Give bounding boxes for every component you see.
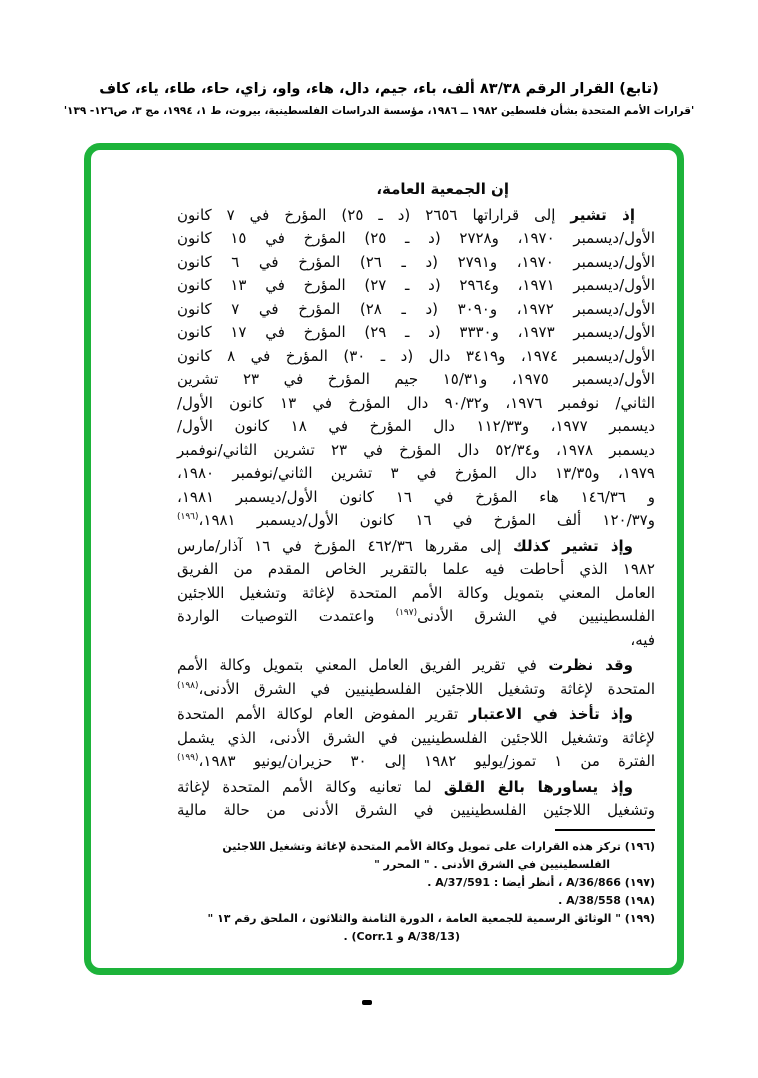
text-run: الفلسطينيين في الشرق الأدنى bbox=[417, 607, 655, 625]
text-line bbox=[177, 838, 655, 856]
text-line bbox=[177, 227, 655, 251]
text-run: فيه، bbox=[630, 630, 655, 649]
text-line bbox=[177, 799, 655, 823]
text-line bbox=[177, 874, 655, 892]
footnotes-section bbox=[177, 838, 655, 946]
text-run: (A/38/13 و Corr.1) . bbox=[343, 929, 460, 943]
text-run: الأول/ديسمبر ١٩٧٠، و٢٧٢٨ (د ـ ٢٥) المؤرخ في ١٥ كانون bbox=[177, 229, 655, 247]
text-line bbox=[177, 462, 655, 486]
text-line bbox=[177, 910, 655, 928]
paragraph-recalling-resolutions bbox=[177, 204, 655, 533]
text-line bbox=[177, 509, 655, 533]
resolution-preamble bbox=[177, 178, 655, 823]
document-frame bbox=[84, 143, 684, 975]
text-run: إلى قراراتها ٢٦٥٦ (د ـ ٢٥) المؤرخ في ٧ كانون bbox=[177, 205, 571, 224]
lead-phrase: إذ تشير bbox=[570, 205, 635, 224]
text-run: (١٩٩) " الوثائق الرسمية للجمعية العامة ، الدورة الثامنة والثلاثون ، الملحق رقم ١٣ " bbox=[207, 911, 655, 925]
text-line bbox=[177, 892, 655, 910]
text-line bbox=[177, 629, 655, 653]
text-run: وتشغيل اللاجئين الفلسطينيين في الشرق الأدنى من حالة مالية bbox=[177, 801, 655, 819]
text-line bbox=[177, 298, 655, 322]
text-line bbox=[177, 486, 655, 510]
lead-phrase: وإذ يساورها بالغ القلق bbox=[443, 777, 633, 796]
text-run: و ١٤٦/٣٦ هاء المؤرخ في ١٦ كانون الأول/ديسمبر ١٩٨١، bbox=[177, 487, 655, 506]
text-line bbox=[177, 415, 655, 439]
text-run: ١٩٨٢ الذي أحاطت فيه علما بالتقرير الخاص المقدم من الفريق bbox=[177, 560, 655, 578]
lead-phrase: إن الجمعية العامة، bbox=[376, 180, 509, 198]
text-line bbox=[177, 251, 655, 275]
text-line bbox=[177, 535, 655, 559]
text-line bbox=[177, 703, 655, 727]
text-run: الأول/ديسمبر ١٩٧٠، و٢٧٩١ (د ـ ٢٦) المؤرخ في ٦ كانون bbox=[177, 252, 655, 271]
text-line bbox=[177, 204, 655, 228]
text-line bbox=[177, 678, 655, 702]
text-run: لما تعانيه وكالة الأمم المتحدة لإغاثة bbox=[177, 777, 444, 796]
text-line bbox=[177, 727, 655, 751]
paragraph-taking-into-account-report bbox=[177, 703, 655, 774]
text-run: لإغاثة وتشغيل اللاجئين الفلسطينيين في الشرق الأدنى، الذي يشمل bbox=[177, 728, 655, 747]
text-line bbox=[177, 776, 655, 800]
text-line bbox=[177, 392, 655, 416]
footnote-ref: (١٩٦) bbox=[177, 512, 199, 522]
footnote-ref: (١٩٩) bbox=[177, 753, 199, 763]
footnote-ref: (١٩٧) bbox=[395, 608, 418, 618]
paragraph-recalling-decision-462 bbox=[177, 535, 655, 653]
text-line bbox=[177, 928, 655, 946]
source-citation: 'قرارات الأمم المتحدة بشأن فلسطين ١٩٨٢ ــ ١٩٨٦، مؤسسة الدراسات الفلسطينية، بيروت، ط ١، ١٩٩٤، مج ٣، ص١٢٦- ١٣٩' bbox=[63, 105, 695, 117]
text-run: (١٩٨) A/38/558 . bbox=[558, 893, 655, 907]
text-run: المتحدة لإغاثة وتشغيل اللاجئين الفلسطينيين في الشرق الأدنى، bbox=[198, 679, 655, 698]
text-run: و١٢٠/٣٧ ألف المؤرخ في ١٦ كانون الأول/ديسمبر ١٩٨١، bbox=[198, 511, 655, 529]
text-run: الثاني/ نوفمبر ١٩٧٦، و٩٠/٣٢ دال المؤرخ في ١٣ كانون الأول/ bbox=[177, 393, 656, 412]
text-run: الفترة من ١ تموز/يوليو ١٩٨٢ إلى ٣٠ حزيران/يونيو ١٩٨٣، bbox=[198, 752, 655, 770]
document-body bbox=[177, 178, 655, 946]
paragraph-gravely-concerned bbox=[177, 776, 655, 823]
text-line bbox=[177, 558, 655, 582]
text-line bbox=[177, 321, 655, 345]
text-line bbox=[177, 178, 655, 202]
text-line bbox=[177, 345, 655, 369]
text-run: ديسمبر ١٩٧٧، و١١٢/٣٣ دال المؤرخ في ١٨ كانون الأول/ bbox=[177, 417, 655, 435]
text-run: الأول/ديسمبر ١٩٧٣، و٣٣٣٠ (د ـ ٢٩) المؤرخ في ١٧ كانون bbox=[177, 323, 655, 341]
footnote-ref: (١٩٨) bbox=[177, 680, 199, 691]
text-line bbox=[177, 582, 655, 606]
resolution-title: (تابع) القرار الرقم ٨٣/٣٨ ألف، باء، جيم، دال، هاء، واو، زاي، حاء، طاء، ياء، كاف bbox=[99, 81, 659, 97]
text-run: إلى مقررها ٤٦٢/٣٦ المؤرخ في ١٦ آذار/مارس bbox=[177, 536, 514, 555]
text-line bbox=[177, 750, 655, 774]
text-run: (١٩٦) تركز هذه القرارات على تمويل وكالة الأمم المتحدة لإغاثة وتشغيل اللاجئين bbox=[222, 839, 655, 853]
lead-phrase: وإذ تأخذ في الاعتبار bbox=[468, 705, 634, 723]
text-line bbox=[177, 654, 655, 678]
footnote-198 bbox=[177, 892, 655, 910]
text-line bbox=[177, 274, 655, 298]
text-run: (١٩٧) A/36/866 ، أنظر أيضا : A/37/591 . bbox=[427, 875, 655, 889]
paragraph-having-considered-report bbox=[177, 654, 655, 701]
text-run: واعتمدت التوصيات الواردة bbox=[177, 607, 396, 625]
citation-header bbox=[0, 80, 758, 118]
text-run: في تقرير الفريق العامل المعني بتمويل وكالة الأمم bbox=[177, 656, 549, 674]
text-run: الأول/ديسمبر ١٩٧٥، و١٥/٣١ جيم المؤرخ في ٢٣ تشرين bbox=[177, 370, 655, 388]
text-line bbox=[177, 605, 655, 629]
lead-phrase: وإذ تشير كذلك bbox=[513, 536, 633, 555]
text-line bbox=[177, 368, 655, 392]
footnote-197 bbox=[177, 874, 655, 892]
footnote-196 bbox=[177, 838, 655, 874]
lead-phrase: وقد نظرت bbox=[548, 656, 634, 674]
footnote-199 bbox=[177, 910, 655, 946]
text-run: ١٩٧٩، و١٣/٣٥ دال المؤرخ في ٣ تشرين الثاني/نوفمبر ١٩٨٠، bbox=[177, 464, 655, 482]
text-run: الأول/ديسمبر ١٩٧٢، و٣٠٩٠ (د ـ ٢٨) المؤرخ في ٧ كانون bbox=[177, 299, 655, 318]
text-run: الفلسطينيين في الشرق الأدنى . " المحرر " bbox=[374, 857, 610, 871]
text-run: ديسمبر ١٩٧٨، و٥٢/٣٤ دال المؤرخ في ٢٣ تشرين الثاني/نوفمبر bbox=[177, 440, 656, 459]
paragraph-opening bbox=[177, 178, 655, 202]
text-line bbox=[177, 856, 655, 874]
footnote-divider bbox=[555, 829, 655, 831]
text-run: الأول/ديسمبر ١٩٧٤، و٣٤١٩ دال (د ـ ٣٠) المؤرخ في ٨ كانون bbox=[177, 346, 656, 365]
text-run: العامل المعني بتمويل وكالة الأمم المتحدة لإغاثة وتشغيل اللاجئين bbox=[177, 583, 655, 602]
text-run: الأول/ديسمبر ١٩٧١، و٢٩٦٤ (د ـ ٢٧) المؤرخ في ١٣ كانون bbox=[177, 276, 655, 294]
text-line bbox=[177, 439, 655, 463]
text-run: تقرير المفوض العام لوكالة الأمم المتحدة bbox=[177, 705, 469, 723]
page-number-mark bbox=[362, 1000, 372, 1005]
